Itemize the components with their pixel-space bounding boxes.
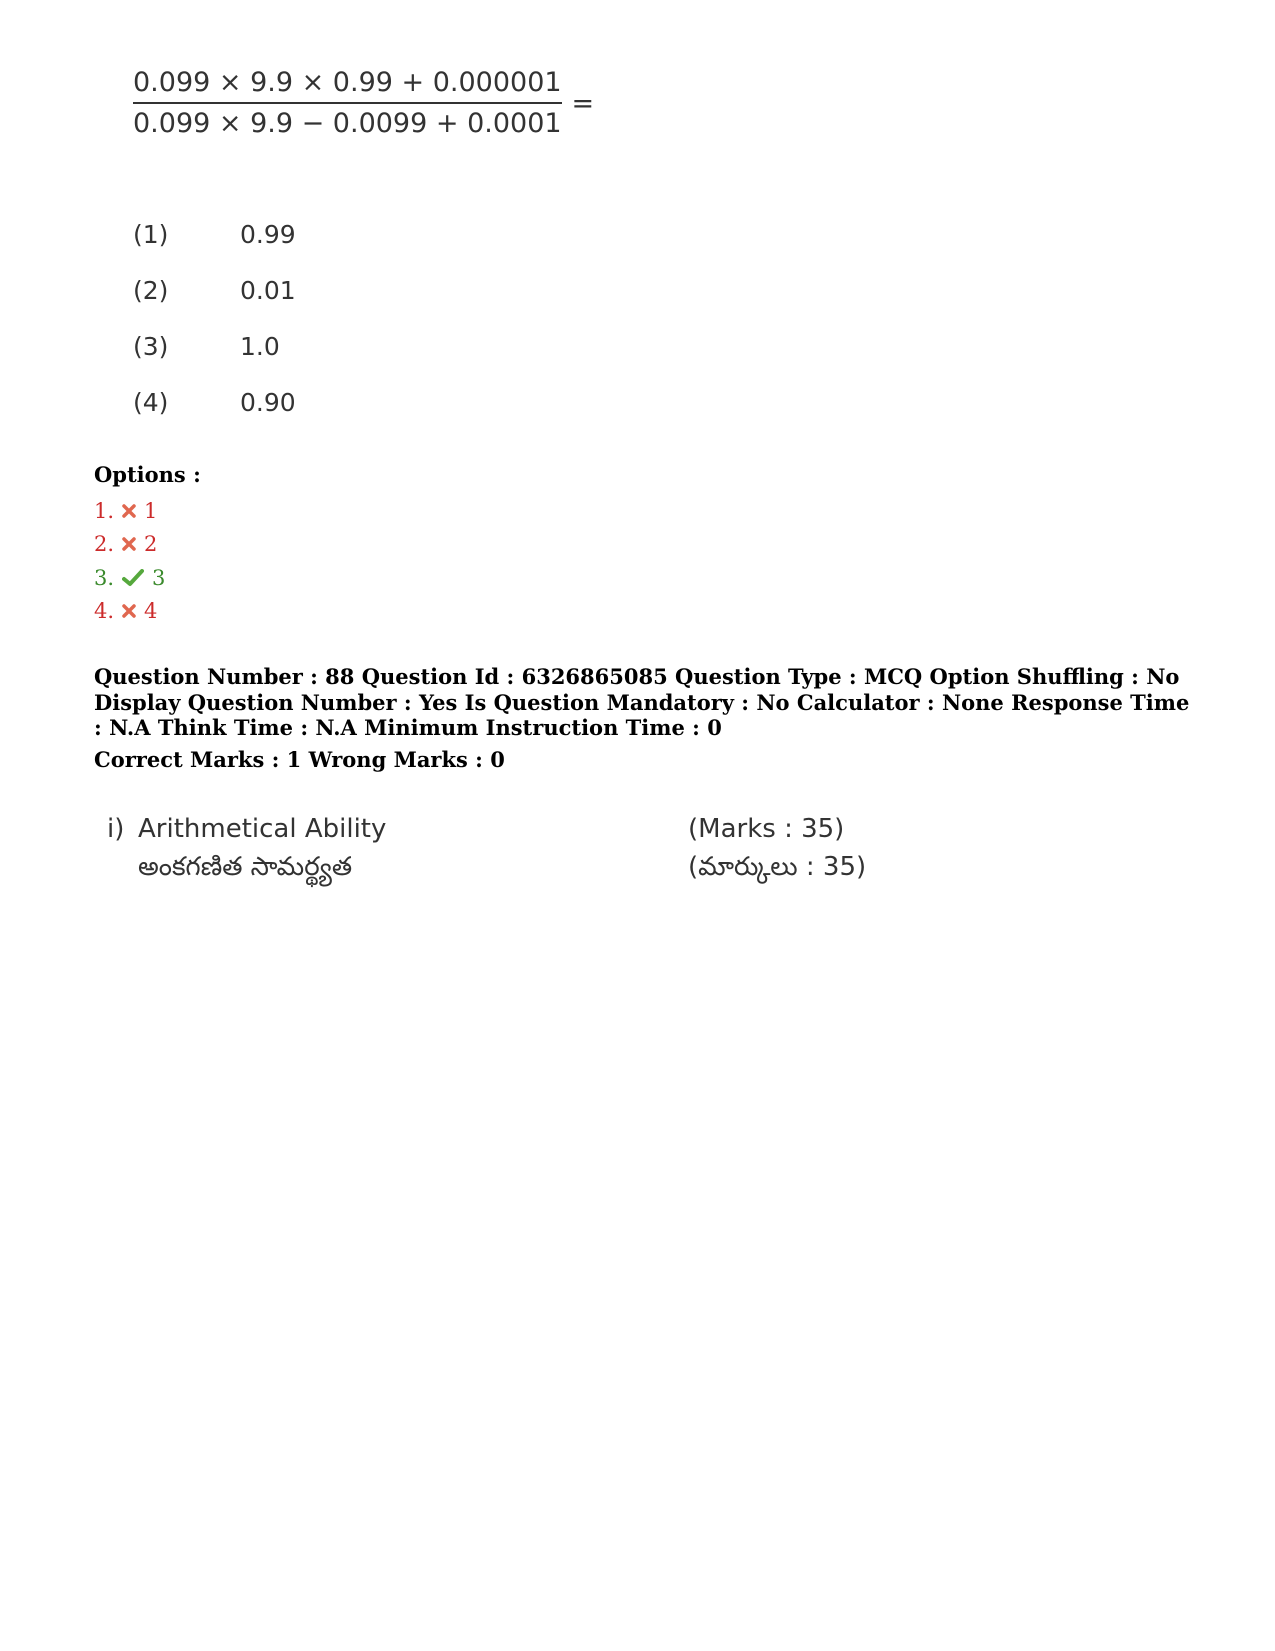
option-label: 3 [152, 565, 166, 590]
choice-row [133, 318, 296, 374]
answer-choices [133, 206, 296, 430]
choice-number: (1) [133, 219, 169, 249]
cross-icon [122, 504, 136, 518]
options-list [94, 494, 165, 628]
fraction-denominator: 0.099 × 9.9 − 0.0099 + 0.0001 [133, 108, 562, 139]
choice-number: (3) [133, 331, 169, 361]
fraction [133, 66, 562, 141]
option-label: 1 [144, 498, 158, 523]
section-marks: (Marks : 35) [688, 814, 845, 844]
equals-sign: = [571, 88, 595, 119]
options-heading: Options : [94, 462, 201, 487]
section-row-telugu [107, 848, 866, 886]
section-marks-telugu: (మార్కులు : 35) [688, 852, 867, 882]
choice-value: 0.90 [240, 387, 296, 417]
option-label: 4 [144, 599, 158, 624]
section-numeral: i) [107, 814, 125, 844]
section-title-telugu: అంకగణిత సామర్థ్యత [138, 852, 353, 882]
marks-line: Correct Marks : 1 Wrong Marks : 0 [94, 747, 505, 772]
option-index: 3. [94, 565, 115, 590]
choice-value: 0.99 [240, 219, 296, 249]
fraction-bar [133, 102, 562, 104]
choice-row [133, 206, 296, 262]
choice-number: (4) [133, 387, 169, 417]
question-equation [133, 66, 594, 141]
choice-value: 1.0 [240, 331, 280, 361]
choice-value: 0.01 [240, 275, 296, 305]
option-item [94, 528, 165, 562]
section-title: Arithmetical Ability [138, 814, 387, 844]
option-index: 2. [94, 532, 115, 557]
option-index: 1. [94, 498, 115, 523]
choice-number: (2) [133, 275, 169, 305]
option-item [94, 595, 165, 629]
option-item [94, 561, 165, 595]
option-index: 4. [94, 599, 115, 624]
cross-icon [122, 604, 136, 618]
section-row-english [107, 810, 866, 848]
option-label: 2 [144, 532, 158, 557]
choice-row [133, 262, 296, 318]
fraction-numerator: 0.099 × 9.9 × 0.99 + 0.000001 [133, 67, 562, 98]
option-item [94, 494, 165, 528]
cross-icon [122, 537, 136, 551]
section-header [107, 810, 866, 886]
check-icon [122, 569, 144, 587]
choice-row [133, 374, 296, 430]
question-metadata: Question Number : 88 Question Id : 6326865085 Question Type : MCQ Option Shuffling : No Display Question Number : Yes Is Question Mandatory : No Calculator : None Response Time : N.A Think Time : N.A Minimum Instruction Time : 0 [94, 664, 1190, 740]
